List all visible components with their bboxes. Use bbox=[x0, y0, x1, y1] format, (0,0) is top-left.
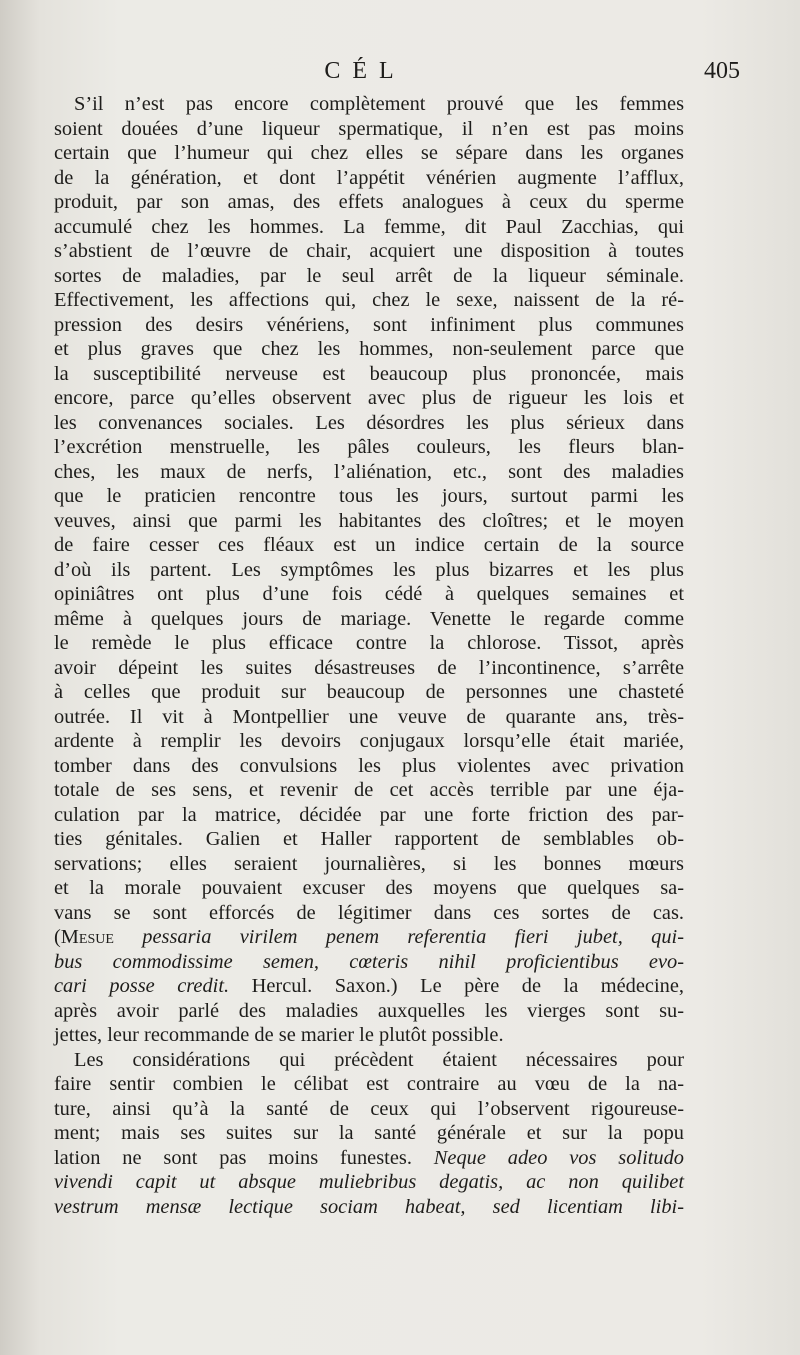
text-line: Effectivement, les affections qui, chez le sexe, naissent de la ré- bbox=[54, 289, 684, 311]
text-line: ture, ainsi qu’à la santé de ceux qui l’observent rigoureuse- bbox=[54, 1097, 684, 1120]
text-line: totale de ses sens, et revenir de cet accès terrible par une éja- bbox=[54, 779, 684, 801]
text-line: opiniâtres ont plus d’une fois cédé à quelques semaines et bbox=[54, 583, 684, 605]
text-line: vans se sont efforcés de légitimer dans ces sortes de cas. bbox=[54, 901, 684, 924]
text-line: de la génération, et dont l’appétit vénérien augmente l’afflux, bbox=[54, 166, 684, 189]
text-line: pression des desirs vénériens, sont infiniment plus communes bbox=[54, 313, 684, 336]
roman-text: lation ne sont pas moins funestes. bbox=[54, 1146, 412, 1169]
text-line: après avoir parlé des maladies auxquelles les vierges sont su- bbox=[54, 999, 684, 1022]
text-line: l’excrétion menstruelle, les pâles couleurs, les fleurs blan- bbox=[54, 436, 684, 458]
text-line: et la morale pouvaient excuser des moyens que quelques sa- bbox=[54, 877, 684, 899]
text-line: à celles que produit sur beaucoup de personnes une chasteté bbox=[54, 681, 684, 703]
text-line: certain que l’humeur qui chez elles se sépare dans les organes bbox=[54, 142, 684, 164]
text-line: même à quelques jours de mariage. Venette le regarde comme bbox=[54, 607, 684, 630]
citation-text: Hercul. Saxon.) Le père de la médecine, bbox=[251, 975, 684, 997]
text-line-citation bbox=[54, 925, 684, 950]
text-line: encore, parce qu’elles observent avec plus de rigueur les lois et bbox=[54, 387, 684, 409]
text-line: culation par la matrice, décidée par une forte friction des par- bbox=[54, 803, 684, 826]
text-line: outrée. Il vit à Montpellier une veuve de quarante ans, très- bbox=[54, 705, 684, 728]
text-line: tomber dans des convulsions les plus violentes avec privation bbox=[54, 754, 684, 777]
latin-quote: pessaria virilem penem referentia fieri jubet, qui- bbox=[142, 926, 684, 948]
latin-quote: Neque adeo vos solitudo bbox=[433, 1146, 684, 1169]
text-line: ches, les maux de nerfs, l’aliénation, etc., sont des maladies bbox=[54, 460, 684, 483]
text-line: veuves, ainsi que parmi les habitantes des cloîtres; et le moyen bbox=[54, 509, 684, 532]
text-line: soient douées d’une liqueur spermatique, il n’en est pas moins bbox=[54, 117, 684, 140]
open-paren: ( bbox=[54, 926, 61, 948]
running-head: CÉL bbox=[324, 58, 406, 84]
text-line: d’où ils partent. Les symptômes les plus bizarres et les plus bbox=[54, 558, 684, 581]
text-line: servations; elles seraient journalières, si les bonnes mœurs bbox=[54, 852, 684, 875]
text-line: faire sentir combien le célibat est contraire au vœu de la na- bbox=[54, 1073, 684, 1095]
text-line: S’il n’est pas encore complètement prouvé que les femmes bbox=[74, 93, 684, 115]
text-line: avoir dépeint les suites désastreuses de l’incontinence, s’arrête bbox=[54, 656, 684, 679]
text-line: produit, par son amas, des effets analogues à ceux du sperme bbox=[54, 191, 684, 213]
text-line-mixed bbox=[54, 1146, 684, 1171]
text-line: sortes de maladies, par le seul arrêt de la liqueur séminale. bbox=[54, 264, 684, 287]
text-line: de faire cesser ces fléaux est un indice certain de la source bbox=[54, 534, 684, 556]
text-line: ardente à remplir les devoirs conjugaux lorsqu’elle était mariée, bbox=[54, 730, 684, 752]
text-line: la susceptibilité nerveuse est beaucoup plus prononcée, mais bbox=[54, 362, 684, 385]
page-number: 405 bbox=[704, 58, 740, 84]
text-line: ment; mais ses suites sur la santé générale et sur la popu bbox=[54, 1122, 684, 1144]
text-line-citation-end bbox=[54, 974, 684, 999]
latin-quote-line: vestrum mensæ lectique sociam habeat, sed licentiam libi- bbox=[54, 1195, 684, 1218]
latin-quote-line: vivendi capit ut absque muliebribus degatis, ac non quilibet bbox=[54, 1171, 684, 1193]
text-line: et plus graves que chez les hommes, non-seulement parce que bbox=[54, 338, 684, 360]
text-line: s’abstient de l’œuvre de chair, acquiert une disposition à toutes bbox=[54, 240, 684, 262]
page-header bbox=[0, 58, 800, 92]
latin-quote-line: bus commodissime semen, cœteris nihil proficientibus evo- bbox=[54, 950, 684, 973]
text-line: Les considérations qui précèdent étaient nécessaires pour bbox=[74, 1048, 684, 1071]
text-line: que le praticien rencontre tous les jours, surtout parmi les bbox=[54, 485, 684, 507]
text-line: jettes, leur recommande de se marier le plutôt possible. bbox=[54, 1024, 504, 1046]
author-name: Mesue bbox=[60, 926, 114, 948]
body-text bbox=[54, 92, 684, 1219]
text-line: ties génitales. Galien et Haller rapportent de semblables ob- bbox=[54, 828, 684, 850]
latin-quote: cari posse credit. bbox=[54, 975, 230, 997]
text-line: les convenances sociales. Les désordres les plus sérieux dans bbox=[54, 411, 684, 434]
text-line: accumulé chez les hommes. La femme, dit Paul Zacchias, qui bbox=[54, 215, 684, 238]
text-line: le remède le plus efficace contre la chlorose. Tissot, après bbox=[54, 632, 684, 654]
